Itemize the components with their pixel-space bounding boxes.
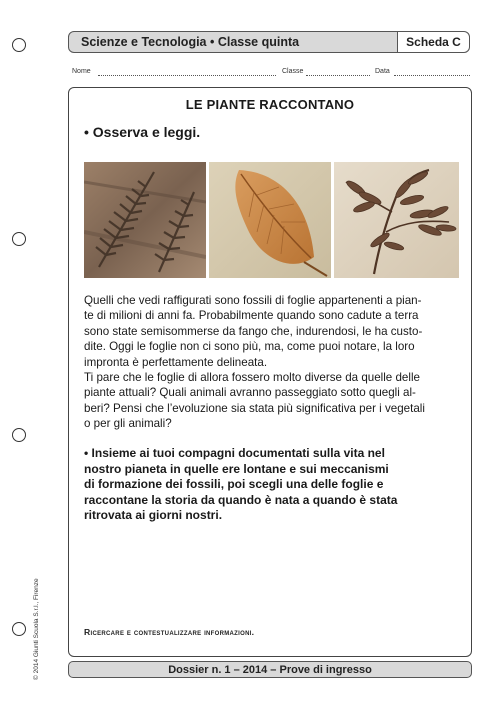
student-fields (70, 68, 472, 80)
paragraph-line: Ti pare che le foglie di allora fossero molto diverse da quelle delle (84, 371, 420, 385)
binder-hole-3 (12, 428, 26, 442)
instruction: • Osserva e leggi. (84, 124, 201, 140)
leaf-fossil-image (209, 162, 331, 278)
classe-label: Classe (282, 68, 304, 75)
task-line: di formazione dei fossili, poi scegli una delle foglie e (84, 477, 384, 492)
binder-hole-4 (12, 622, 26, 636)
paragraph-line: dite. Oggi le foglie non ci sono più, ma, come puoi notare, la loro (84, 340, 415, 354)
binder-hole-1 (12, 38, 26, 52)
data-label: Data (375, 68, 390, 75)
task-line: ritrovata ai giorni nostri. (84, 508, 223, 523)
paragraph-line: Quelli che vedi raffigurati sono fossili di foglie appartenenti a pian- (84, 294, 422, 307)
paragraph-line: beri? Pensi che l’evoluzione sia stata più significativa per i vegetali (84, 401, 425, 415)
header-title: Scienze e Tecnologia • Classe quinta (81, 35, 300, 49)
paragraph-line: o per gli animali? (84, 417, 172, 431)
paragraph-line: te di milioni di anni fa. Probabilmente quando sono cadute a terra (84, 309, 419, 323)
binder-hole-2 (12, 232, 26, 246)
nome-label: Nome (72, 68, 91, 75)
classe-line[interactable] (306, 75, 370, 76)
scheda-label: Scheda C (397, 32, 469, 52)
copyright-notice: © 2014 Giunti Scuola S.r.l., Firenze (33, 578, 40, 680)
header-bar (68, 31, 470, 53)
task-line: • Insieme ai tuoi compagni documentati sulla vita nel (84, 446, 385, 460)
task-paragraph (84, 446, 466, 524)
nome-line[interactable] (98, 75, 276, 76)
task-line: nostro pianeta in quelle ere lontane e sui meccanismi (84, 461, 389, 476)
page-title: LE PIANTE RACCONTANO (185, 97, 355, 112)
task-line: raccontane la storia da quando è nata a quando è stata (84, 492, 398, 507)
data-line[interactable] (394, 75, 470, 76)
description-paragraph (84, 293, 466, 432)
paragraph-line: piante attuali? Quali animali avranno passeggiato sotto quegli al- (84, 386, 416, 400)
footer-bar: Dossier n. 1 – 2014 – Prove di ingresso (68, 661, 472, 678)
skill-label: Ricercare e contestualizzare informazioni. (84, 627, 255, 637)
paragraph-line: impronta è perfettamente delineata. (84, 355, 268, 369)
paragraph-line: sono state semisommerse da fango che, indurendosi, le ha custo- (84, 324, 423, 338)
branch-fossil-image (334, 162, 459, 278)
fern-fossil-image (84, 162, 206, 278)
